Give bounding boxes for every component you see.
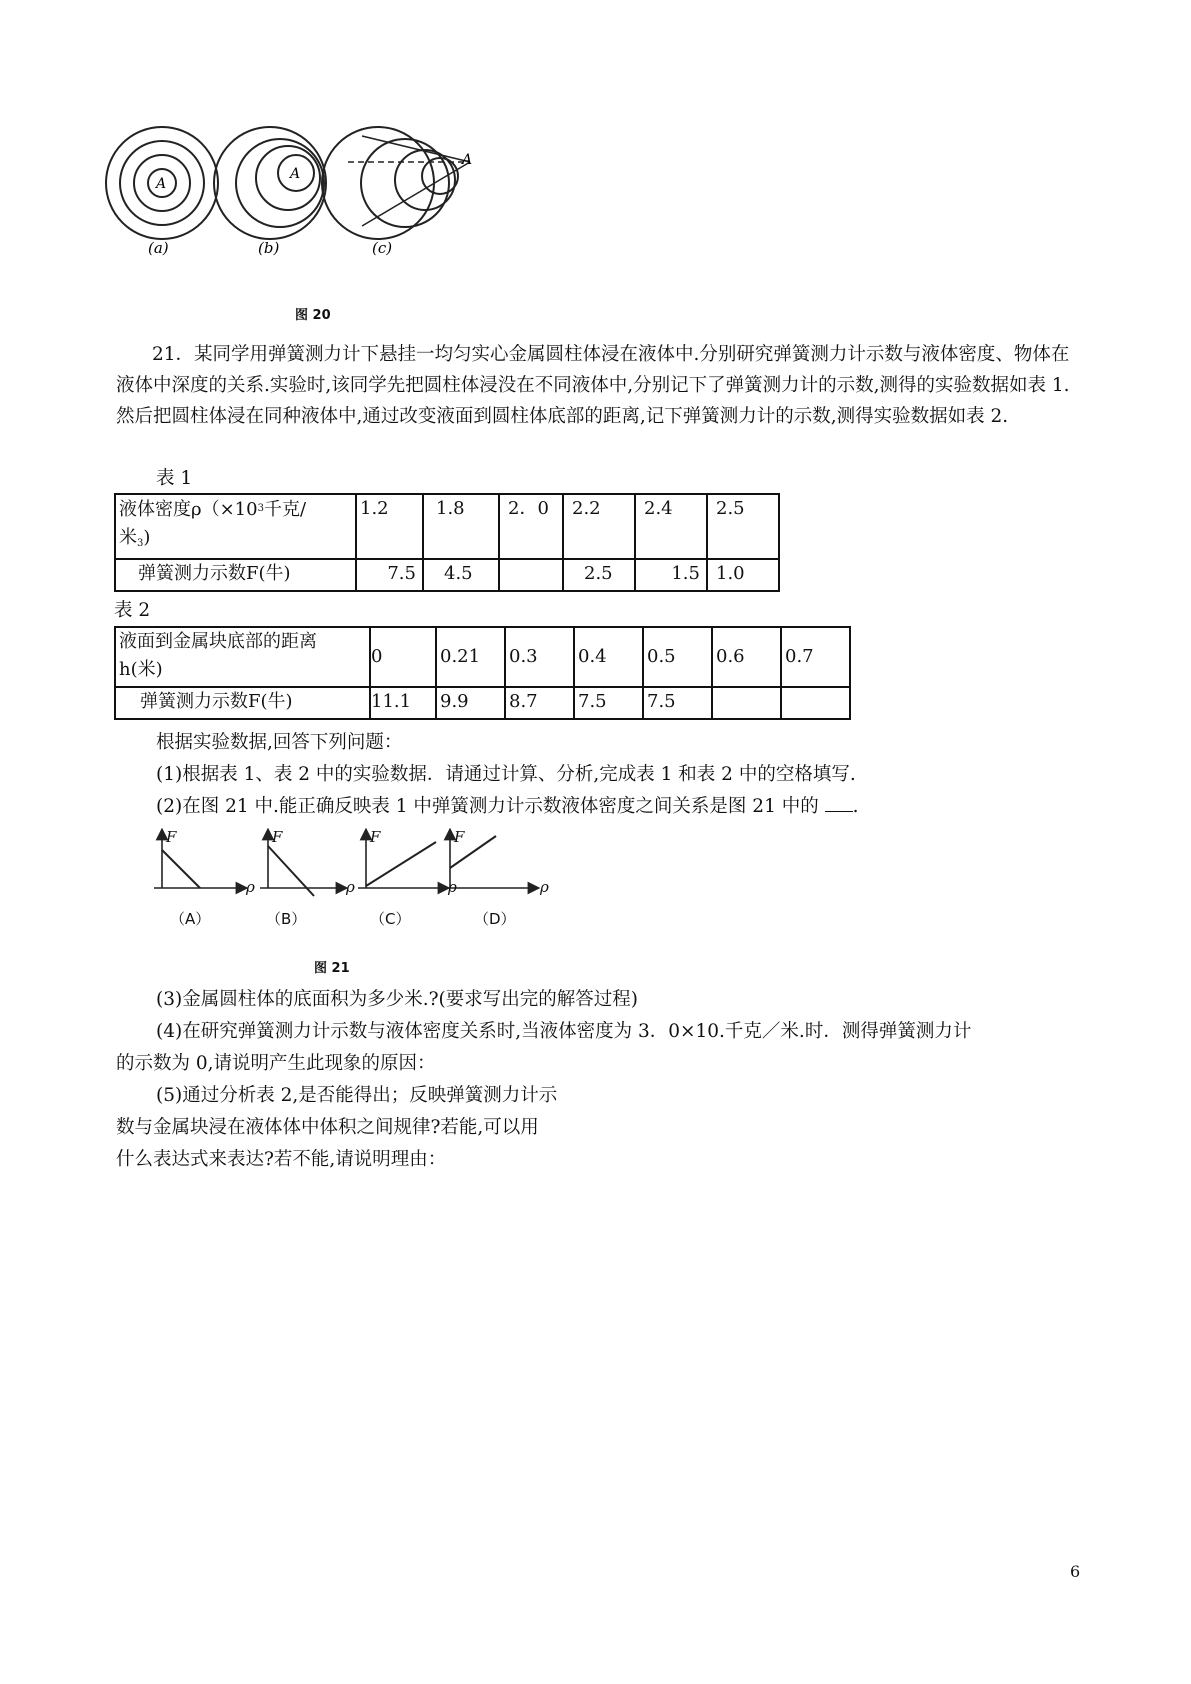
graph-a-x-label: ρ	[246, 878, 255, 896]
table2-cell: 0.7	[781, 627, 850, 687]
graph-d-x-label: ρ	[540, 878, 549, 896]
graph-c-label: （C）	[370, 910, 411, 928]
graph-b-y-label: F	[272, 828, 283, 846]
fig20-point-b-label: A	[290, 166, 301, 182]
table2-header-depth: 液面到金属块底部的距离 h(米)	[115, 627, 370, 687]
table1-cell: 2.4	[635, 494, 707, 559]
table2-cell: 0	[370, 627, 436, 687]
question-stem: 21．某同学用弹簧测力计下悬挂一均匀实心金属圆柱体浸在液体中.分别研究弹簧测力计示数与液体密度、物体在液体中深度的关系.实验时,该同学先把圆柱体浸没在不同液体中,分别记下了弹簧测力计的示数,测得的实验数据如表 1.然后把圆柱体浸在同种液体中,通过改变液面到圆柱体底部的距离,记下弹簧测力计的示数,测得实验数据如表 2.	[116, 344, 1070, 427]
table1-cell: 1.0	[707, 559, 779, 591]
figure-20	[100, 118, 530, 258]
table1-header-force: 弹簧测力示数F(牛)	[115, 559, 356, 591]
table1-title: 表 1	[156, 468, 193, 489]
subquestion-2: (2)在图 21 中.能正确反映表 1 中弹簧测力计示数液体密度之间关系是图 21 中的 .	[156, 791, 859, 822]
subquestion-5-line-2: 数与金属块浸在液体体中体积之间规律?若能,可以用	[116, 1117, 539, 1138]
table2-cell: 0.21	[436, 627, 505, 687]
table1-cell: 4.5	[423, 559, 499, 591]
table1-cell-empty	[499, 559, 563, 591]
table1-cell: 1.5	[635, 559, 707, 591]
graph-a-line	[162, 850, 200, 888]
table1-cell: 1.8	[423, 494, 499, 559]
fig20-caption: 图 20	[295, 308, 331, 323]
fig20-point-a-label: A	[156, 176, 167, 192]
graph-c-line	[366, 842, 436, 886]
table2-cell-empty	[712, 687, 781, 719]
table1-cell: 2.5	[707, 494, 779, 559]
subquestion-5-line-1: (5)通过分析表 2,是否能得出；反映弹簧测力计示	[156, 1085, 558, 1106]
subquestion-5-line-3: 什么表达式来表达?若不能,请说明理由：	[116, 1149, 447, 1170]
table2-title: 表 2	[114, 600, 151, 621]
table1-cell: 7.5	[356, 559, 423, 591]
figure-21	[150, 828, 580, 928]
page-number: 6	[1070, 1562, 1081, 1581]
table2-cell: 7.5	[574, 687, 643, 719]
subquestion-3: (3)金属圆柱体的底面积为多少米.?(要求写出完的解答过程)	[156, 989, 638, 1010]
fig20-label-c: (c)	[372, 239, 393, 257]
table2-header-force: 弹簧测力示数F(牛)	[115, 687, 370, 719]
answer-blank[interactable]	[825, 793, 853, 812]
graph-b-label: （B）	[266, 910, 307, 928]
table-1	[114, 493, 780, 592]
table1-cell: 2.5	[563, 559, 635, 591]
subquestion-intro: 根据实验数据,回答下列问题：	[156, 732, 403, 753]
subquestion-4-line-1: (4)在研究弹簧测力计示数与液体密度关系时,当液体密度为 3．0×10.千克／米.时．测得弹簧测力计	[156, 1021, 972, 1042]
subquestion-1: (1)根据表 1、表 2 中的实验数据．请通过计算、分析,完成表 1 和表 2 中的空格填写.	[156, 764, 856, 785]
table2-cell: 8.7	[505, 687, 574, 719]
graph-b-x-label: ρ	[346, 878, 355, 896]
table1-cell: 1.2	[356, 494, 423, 559]
table1-header-density: 液体密度$\rho(\times 10^3$千克/ 米$_3$)	[115, 494, 356, 559]
table2-cell: 0.3	[505, 627, 574, 687]
subquestion-4-line-2: 的示数为 0,请说明产生此现象的原因：	[116, 1053, 436, 1074]
graph-c-y-label: F	[370, 828, 381, 846]
graph-c-x-label: ρ	[448, 878, 457, 896]
graph-d-y-label: F	[454, 828, 465, 846]
fig20-label-b: (b)	[258, 239, 280, 257]
table2-cell: 0.4	[574, 627, 643, 687]
fig20-label-a: (a)	[148, 239, 169, 257]
table-2	[114, 626, 851, 720]
fig20-point-c-label: A	[462, 152, 473, 168]
table2-cell-empty	[781, 687, 850, 719]
table1-cell: 2．0	[499, 494, 563, 559]
graph-d-label: （D）	[474, 910, 516, 928]
table1-cell: 2.2	[563, 494, 635, 559]
table2-cell: 9.9	[436, 687, 505, 719]
table2-cell: 0.5	[643, 627, 712, 687]
table2-cell: 11.1	[370, 687, 436, 719]
graph-a-y-label: F	[166, 828, 177, 846]
fig21-caption: 图 21	[314, 961, 350, 976]
table2-cell: 7.5	[643, 687, 712, 719]
table2-cell: 0.6	[712, 627, 781, 687]
graph-a-label: （A）	[170, 910, 211, 928]
